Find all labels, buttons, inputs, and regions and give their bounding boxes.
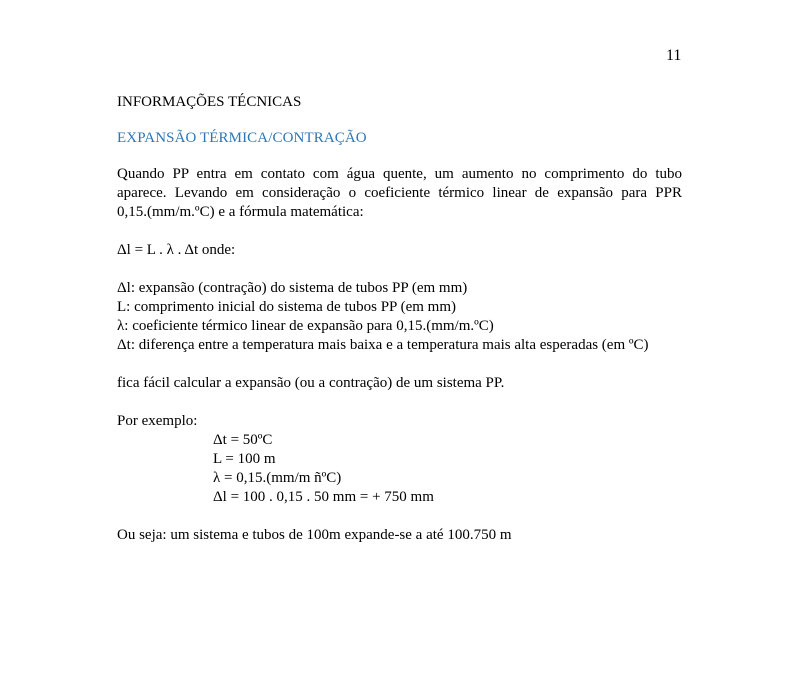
example-line: Δt = 50ºC [213,432,273,448]
expansion-formula: Δl = L . λ . Δt onde: [117,242,236,258]
document-heading: INFORMAÇÕES TÉCNICAS [117,94,302,110]
definition-item: L: comprimento inicial do sistema de tubos PP (em mm) [117,299,456,315]
page-number: 11 [666,47,682,64]
example-line: L = 100 m [213,451,276,467]
definitions-list [117,279,682,355]
example-block [213,431,682,507]
intro-line: Quando PP entra em contato com água quente, um aumento no comprimento do tubo [117,166,682,182]
definition-item: Δl: expansão (contração) do sistema de tubos PP (em mm) [117,280,468,296]
example-line: Δl = 100 . 0,15 . 50 mm = + 750 mm [213,489,434,505]
example-line: λ = 0,15.(mm/m ñºC) [213,470,342,486]
section-title: EXPANSÃO TÉRMICA/CONTRAÇÃO [117,130,367,146]
intro-paragraph [117,165,682,222]
document-body [117,93,682,545]
example-label: Por exemplo: [117,413,198,429]
conclusion-paragraph: Ou seja: um sistema e tubos de 100m expande-se a até 100.750 m [117,527,512,543]
intro-line: aparece. Levando em consideração o coeficiente térmico linear de expansão para PPR [117,185,682,201]
definition-item: Δt: diferença entre a temperatura mais baixa e a temperatura mais alta esperadas (em ºC) [117,337,649,353]
definition-item: λ: coeficiente térmico linear de expansão para 0,15.(mm/m.ºC) [117,318,494,334]
intro-line: 0,15.(mm/m.ºC) e a fórmula matemática: [117,204,364,220]
summary-paragraph: fica fácil calcular a expansão (ou a contração) de um sistema PP. [117,375,505,391]
